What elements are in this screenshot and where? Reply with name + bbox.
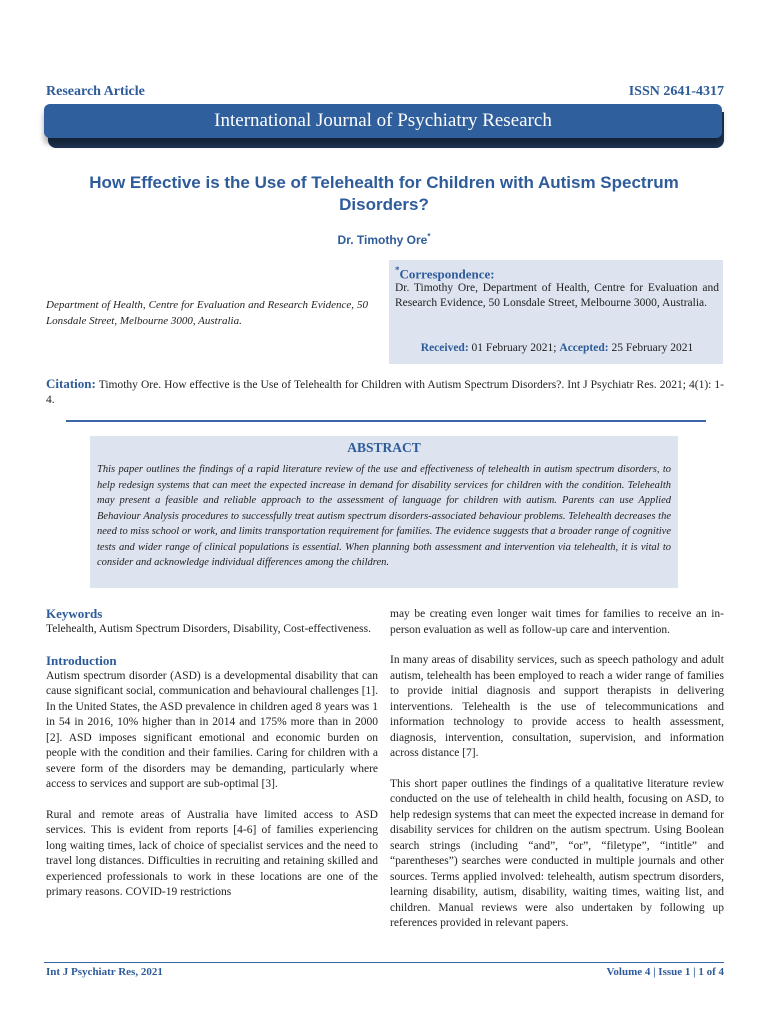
accepted-label: Accepted: bbox=[559, 342, 609, 354]
citation-text: Timothy Ore. How effective is the Use of Telehealth for Children with Autism Spectrum Disorders?. Int J Psychiatr Res. 2021; 4(1): 1-4. bbox=[46, 379, 724, 406]
received-label: Received: bbox=[420, 342, 469, 354]
citation-label: Citation: bbox=[46, 376, 96, 391]
abstract-text: This paper outlines the findings of a rapid literature review of the use and effectiveness of telehealth in autism spectrum disorders, to help redesign systems that can meet the expected increase in demand for disability services for children with the condition. Telehealth may present a feasible and reliable approach to the assessment of language for children with autism. Parents can use Applied Behaviour Analysis procedures to successfully treat autism spectrum disorders-associated behaviour problems. Telehealth decreases the need to miss school or work, and limits transportation requirement for families. The evidence suggests that a broader range of cognitive tests and wider range of clinical populations is essential. When planning both assessment and intervention via telehealth, it is vital to consider and acknowledge individual differences among the children. bbox=[97, 464, 671, 568]
correspondence-heading-text: Correspondence: bbox=[399, 266, 495, 282]
dates-line bbox=[395, 342, 719, 354]
author-name: Dr. Timothy Ore bbox=[337, 233, 428, 247]
intro-paragraph-1: Autism spectrum disorder (ASD) is a developmental disability that can cause significant social, communication and behavioural challenges [1]. In the United States, the ASD prevalence in children aged 8 years was 1 in 54 in 2016, 10% higher than in 2014 and 175% more than in 2000 [2]. ASD imposes significant emotional and economic burden on people with the condition and their families. Caring for children with a severe form of the disorders may be demanding, particularly where access to services and support are sub-optimal [3]. bbox=[46, 669, 378, 790]
right-paragraph-2: In many areas of disability services, such as speech pathology and adult autism, telehealth has been employed to reach a wider range of families to provide initial diagnosis and support therapists in delivering interventions. Telehealth is the use of telecommunications and information technology to provide access to health assessment, diagnosis, intervention, consultation, supervision, and information across distance [7]. bbox=[390, 654, 724, 759]
abstract-heading: ABSTRACT bbox=[347, 440, 421, 455]
right-column bbox=[390, 607, 724, 947]
citation bbox=[46, 376, 724, 408]
correspondence-heading bbox=[395, 265, 495, 282]
accepted-date: 25 February 2021 bbox=[611, 342, 694, 354]
author-mark: * bbox=[427, 232, 431, 241]
footer-page-info: Volume 4 | Issue 1 | 1 of 4 bbox=[606, 966, 724, 978]
correspondence-mark: * bbox=[395, 265, 400, 275]
issn-label: ISSN 2641-4317 bbox=[628, 84, 724, 99]
right-paragraph-3: This short paper outlines the findings of a qualitative literature review conducted on the use of telehealth in child health, focusing on ASD, to help redesign systems that can meet the expected increase in demand for disability services for children on the autism spectrum. Using Boolean search strings (including “and”, “or”, “filetype”, “intitle” and “parentheses”) searches were conducted in multiple journals and other sources. Terms applied involved: telehealth, autism spectrum disorders, learning disability, autism, disability, waiting times, waiting list, and children. Manual reviews were also undertaken by following up references provided in relevant papers. bbox=[390, 777, 724, 929]
section-divider bbox=[66, 420, 706, 422]
correspondence-text: Dr. Timothy Ore, Department of Health, Centre for Evaluation and Research Evidence, 50 Lonsdale Street, Melbourne 3000, Australia. bbox=[395, 282, 719, 309]
affiliation: Department of Health, Centre for Evaluation and Research Evidence, 50 Lonsdale Street, Melbourne 3000, Australia. bbox=[46, 299, 368, 327]
journal-banner: International Journal of Psychiatry Research bbox=[44, 104, 722, 138]
footer-divider bbox=[44, 962, 724, 963]
author-line bbox=[0, 232, 768, 247]
footer-journal-ref: Int J Psychiatr Res, 2021 bbox=[46, 966, 163, 978]
intro-paragraph-2: Rural and remote areas of Australia have limited access to ASD services. This is evident from reports [4-6] of families experiencing long waiting times, lack of choice of specialist services and the need to travel long distances. Difficulties in recruiting and retaining skilled and experienced professionals to work in these locations are one of the primary reasons. COVID-19 restrictions bbox=[46, 808, 378, 898]
right-paragraph-1: may be creating even longer wait times for families to receive an in-person evaluation as well as follow-up care and intervention. bbox=[390, 608, 724, 636]
received-date: 01 February 2021; bbox=[471, 342, 557, 354]
introduction-heading: Introduction bbox=[46, 653, 117, 668]
article-title: How Effective is the Use of Telehealth for Children with Autism Spectrum Disorders? bbox=[89, 173, 679, 214]
article-type-label: Research Article bbox=[46, 84, 145, 99]
keywords-text: Telehealth, Autism Spectrum Disorders, Disability, Cost-effectiveness. bbox=[46, 622, 371, 635]
keywords-heading: Keywords bbox=[46, 606, 103, 621]
left-column bbox=[46, 606, 378, 916]
